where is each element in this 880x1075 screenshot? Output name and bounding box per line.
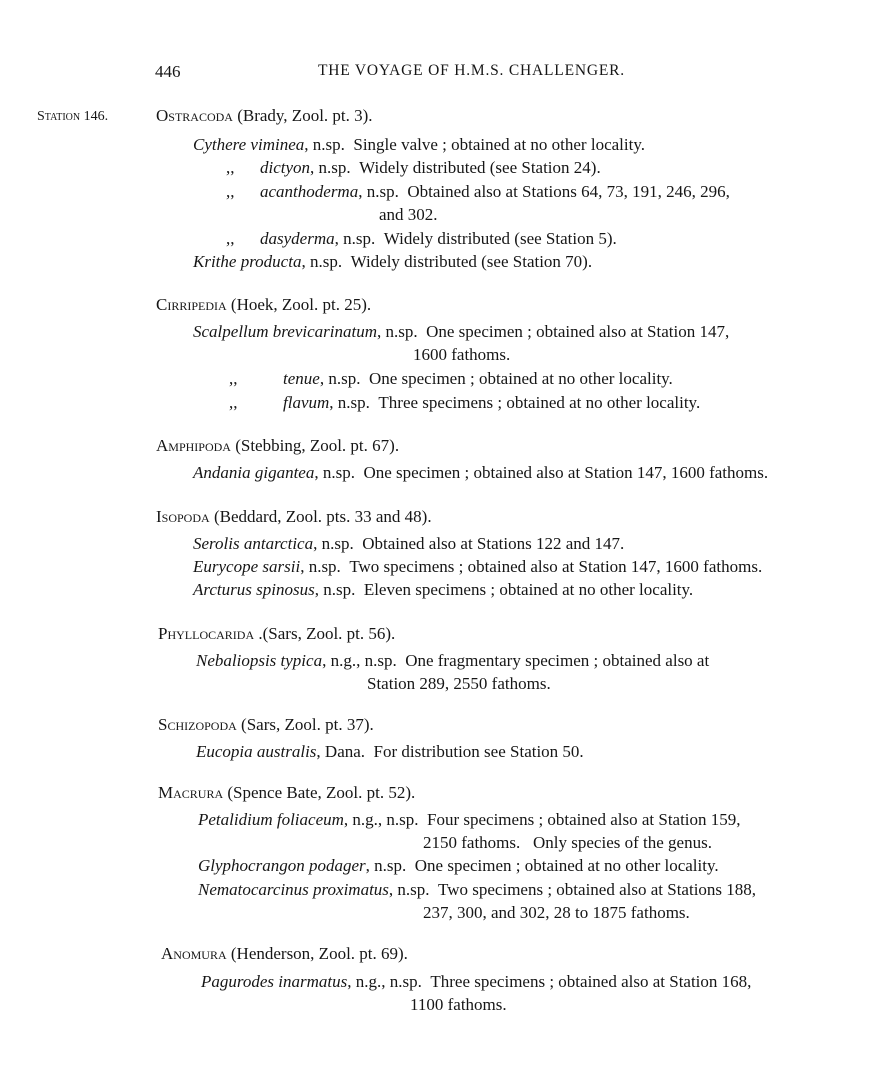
taxon-name: Cirripedia	[156, 295, 227, 314]
species-authority: , n.sp.	[358, 182, 399, 201]
taxon-name: Isopoda	[156, 507, 210, 526]
species-description: One specimen ; obtained at no other locality.	[414, 856, 719, 875]
section-heading-anomura	[161, 944, 408, 964]
species-name: Pagurodes inarmatus	[201, 972, 348, 991]
taxon-name: Schizopoda	[158, 715, 237, 734]
species-entry	[193, 252, 592, 272]
species-name: Eurycope sarsii	[193, 557, 301, 576]
description-continuation: 237, 300, and 302, 28 to 1875 fathoms.	[423, 903, 690, 922]
taxon-reference: .(Sars, Zool. pt. 56).	[254, 624, 396, 643]
description-continuation: Station 289, 2550 fathoms.	[367, 674, 551, 693]
species-description: For distribution see Station 50.	[373, 742, 584, 761]
species-description: Widely distributed (see Station 5).	[383, 229, 617, 248]
species-entry	[196, 742, 584, 762]
species-authority: , n.g., n.sp.	[347, 972, 422, 991]
species-authority: , n.sp.	[314, 463, 355, 482]
species-entry	[226, 182, 730, 202]
taxon-reference: (Spence Bate, Zool. pt. 52).	[223, 783, 416, 802]
species-description: Widely distributed (see Station 70).	[350, 252, 593, 271]
species-description: One specimen ; obtained also at Station 147,	[426, 322, 730, 341]
ditto-mark: ,,	[226, 158, 235, 177]
species-entry	[193, 463, 768, 483]
species-name: dasyderma	[260, 229, 335, 248]
species-entry	[198, 810, 741, 830]
species-entry	[229, 393, 700, 413]
species-authority: , n.sp.	[334, 229, 376, 248]
section-heading-cirripedia	[156, 295, 371, 315]
species-name: Cythere viminea	[193, 135, 305, 154]
species-name: tenue	[283, 369, 320, 388]
taxon-reference: (Stebbing, Zool. pt. 67).	[230, 436, 400, 455]
running-title: THE VOYAGE OF H.M.S. CHALLENGER.	[318, 62, 625, 79]
species-name: Arcturus spinosus	[193, 580, 315, 599]
species-authority: , n.sp.	[314, 580, 356, 599]
species-entry	[193, 557, 762, 577]
description-continuation: 1600 fathoms.	[413, 345, 511, 364]
species-entry	[196, 651, 709, 671]
ditto-mark: ,,	[226, 229, 235, 248]
species-description: One specimen ; obtained at no other locality.	[368, 369, 673, 388]
species-authority: , n.sp.	[388, 880, 430, 899]
taxon-reference: (Beddard, Zool. pts. 33 and 48).	[209, 507, 432, 526]
species-description: Eleven specimens ; obtained at no other locality.	[363, 580, 694, 599]
species-description: One specimen ; obtained also at Station 147, 1600 fathoms.	[363, 463, 769, 482]
species-authority: , n.sp.	[313, 534, 354, 553]
ditto-mark: ,,	[226, 182, 235, 201]
species-entry	[193, 580, 693, 600]
species-name: Petalidium foliaceum	[198, 810, 344, 829]
species-name: flavum	[283, 393, 330, 412]
taxon-reference: (Hoek, Zool. pt. 25).	[226, 295, 372, 314]
species-authority: , n.g., n.sp.	[322, 651, 397, 670]
section-heading-schizopoda	[158, 715, 374, 735]
species-description: Obtained also at Stations 122 and 147.	[362, 534, 625, 553]
species-entry	[198, 856, 719, 876]
species-name: dictyon	[260, 158, 311, 177]
species-entry	[193, 135, 645, 155]
species-entry	[198, 880, 756, 900]
section-heading-amphipoda	[156, 436, 399, 456]
species-name: Nebaliopsis typica	[196, 651, 323, 670]
species-entry	[226, 229, 617, 249]
species-authority: , Dana.	[316, 742, 366, 761]
taxon-name: Phyllocarida	[158, 624, 255, 643]
species-entry	[201, 972, 751, 992]
taxon-reference: (Henderson, Zool. pt. 69).	[226, 944, 408, 963]
ditto-mark: ,,	[229, 393, 238, 412]
species-name: Andania gigantea	[193, 463, 315, 482]
taxon-name: Amphipoda	[156, 436, 231, 455]
species-entry	[193, 322, 729, 342]
description-continuation: 2150 fathoms. Only species of the genus.	[423, 833, 712, 852]
species-name: Serolis antarctica	[193, 534, 314, 553]
page-number: 446	[155, 62, 181, 81]
station-label: Station 146.	[37, 109, 109, 124]
ditto-mark: ,,	[229, 369, 238, 388]
species-description: Three specimens ; obtained also at Station 168,	[430, 972, 752, 991]
species-description: Obtained also at Stations 64, 73, 191, 246, 296,	[407, 182, 730, 201]
species-description: Four specimens ; obtained also at Station 159,	[427, 810, 741, 829]
species-authority: , n.sp.	[376, 322, 418, 341]
species-description: Two specimens ; obtained also at Stations 188,	[438, 880, 757, 899]
species-entry	[229, 369, 673, 389]
taxon-name: Macrura	[158, 783, 224, 802]
species-description: Widely distributed (see Station 24).	[359, 158, 601, 177]
taxon-reference: (Brady, Zool. pt. 3).	[232, 106, 373, 125]
species-entry	[226, 158, 601, 178]
species-authority: , n.g., n.sp.	[343, 810, 419, 829]
description-continuation: 1100 fathoms.	[410, 995, 507, 1014]
species-name: Krithe producta	[193, 252, 302, 271]
species-authority: , n.sp.	[319, 369, 361, 388]
section-heading-ostracoda	[156, 106, 373, 126]
species-authority: , n.sp.	[329, 393, 370, 412]
taxon-name: Anomura	[161, 944, 227, 963]
species-name: Nematocarcinus proximatus	[198, 880, 389, 899]
species-description: Three specimens ; obtained at no other locality.	[378, 393, 701, 412]
species-authority: , n.sp.	[365, 856, 407, 875]
taxon-name: Ostracoda	[156, 106, 233, 125]
species-name: acanthoderma	[260, 182, 359, 201]
species-description: One fragmentary specimen ; obtained also at	[405, 651, 710, 670]
species-entry	[193, 534, 624, 554]
species-authority: , n.sp.	[310, 158, 351, 177]
species-description: Single valve ; obtained at no other locality.	[353, 135, 645, 154]
species-authority: , n.sp.	[301, 252, 343, 271]
species-name: Glyphocrangon podager	[198, 856, 366, 875]
taxon-reference: (Sars, Zool. pt. 37).	[236, 715, 374, 734]
section-heading-phyllocarida	[158, 624, 395, 644]
species-name: Eucopia australis	[196, 742, 317, 761]
species-description: Two specimens ; obtained also at Station 147, 1600 fathoms.	[349, 557, 763, 576]
species-name: Scalpellum brevicarinatum	[193, 322, 377, 341]
species-authority: , n.sp.	[304, 135, 345, 154]
description-continuation: and 302.	[379, 205, 438, 224]
section-heading-isopoda	[156, 507, 432, 527]
species-authority: , n.sp.	[300, 557, 341, 576]
section-heading-macrura	[158, 783, 415, 803]
